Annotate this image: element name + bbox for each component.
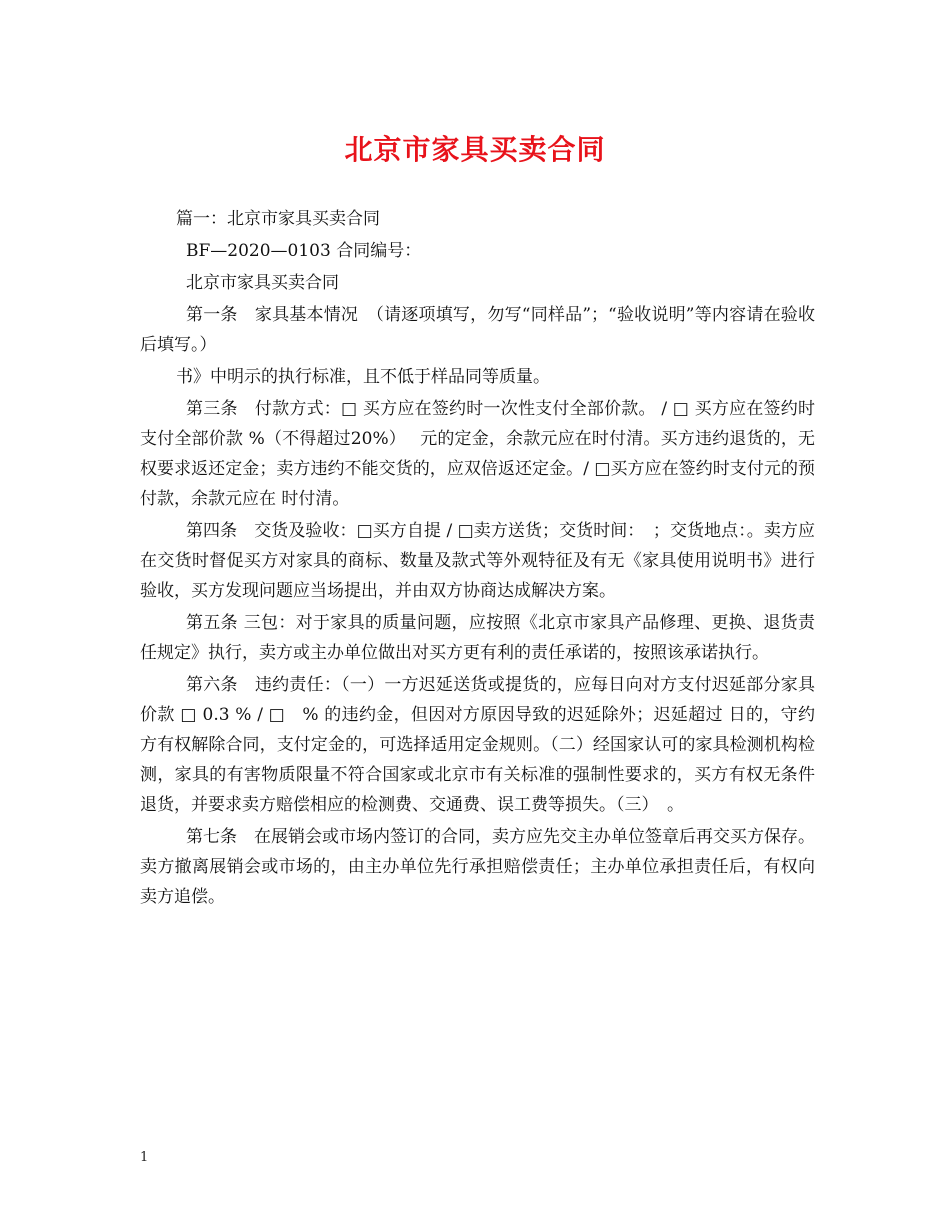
- document-title: 北京市家具买卖合同: [344, 133, 606, 166]
- paragraph-contract-name: 北京市家具买卖合同: [186, 273, 339, 293]
- paragraph-article-3: 第三条 付款方式：□ 买方应在签约时一次性支付全部价款。 / □ 买方应在签约时支付全部价款 %（不得超过20%） 元的定金，余款元应在时付清。买方违约退货的，无权要求返还定金；卖方违约不能交货的，应双倍返还定金。/ □买方应在签约时支付元的预付款，余款元应在 时付清。: [140, 399, 815, 509]
- paragraph-article-6: 第六条 违约责任：（一）一方迟延送货或提货的，应每日向对方支付迟延部分家具价款 □ 0.3 % / □ % 的违约金，但因对方原因导致的迟延除外；迟延超过 日的，守约方有权解除合同，支付定金的，可选择适用定金规则。（二）经国家认可的家具检测机构检测，家具的有害物质限量不符合国家或北京市有关标准的强制性要求的，买方有权无条件退货，并要求卖方赔偿相应的检测费、交通费、误工费等损失。（三） 。: [140, 675, 815, 815]
- page-number: 1: [140, 1150, 149, 1165]
- document-body: [140, 204, 815, 914]
- paragraph-standard: 书》中明示的执行标准，且不低于样品同等质量。: [176, 367, 550, 387]
- paragraph-article-7: 第七条 在展销会或市场内签订的合同，卖方应先交主办单位签章后再交买方保存。卖方撤离展销会或市场的，由主办单位先行承担赔偿责任；主办单位承担责任后，有权向卖方追偿。: [140, 827, 815, 907]
- paragraph-contract-number: BF—2020—0103 合同编号：: [186, 241, 422, 261]
- paragraph-article-1: 第一条 家具基本情况 （请逐项填写，勿写“同样品”；“验收说明”等内容请在验收后填写。）: [140, 305, 815, 355]
- paragraph-article-4: 第四条 交货及验收：□买方自提 / □卖方送货；交货时间： ；交货地点：。卖方应在交货时督促买方对家具的商标、数量及款式等外观特征及有无《家具使用说明书》进行验收，买方发现问题应当场提出，并由双方协商达成解决方案。: [140, 521, 815, 601]
- paragraph-article-5: 第五条 三包：对于家具的质量问题，应按照《北京市家具产品修理、更换、退货责任规定》执行，卖方或主办单位做出对买方更有利的责任承诺的，按照该承诺执行。: [140, 613, 815, 663]
- paragraph-section-heading: 篇一：北京市家具买卖合同: [176, 209, 380, 229]
